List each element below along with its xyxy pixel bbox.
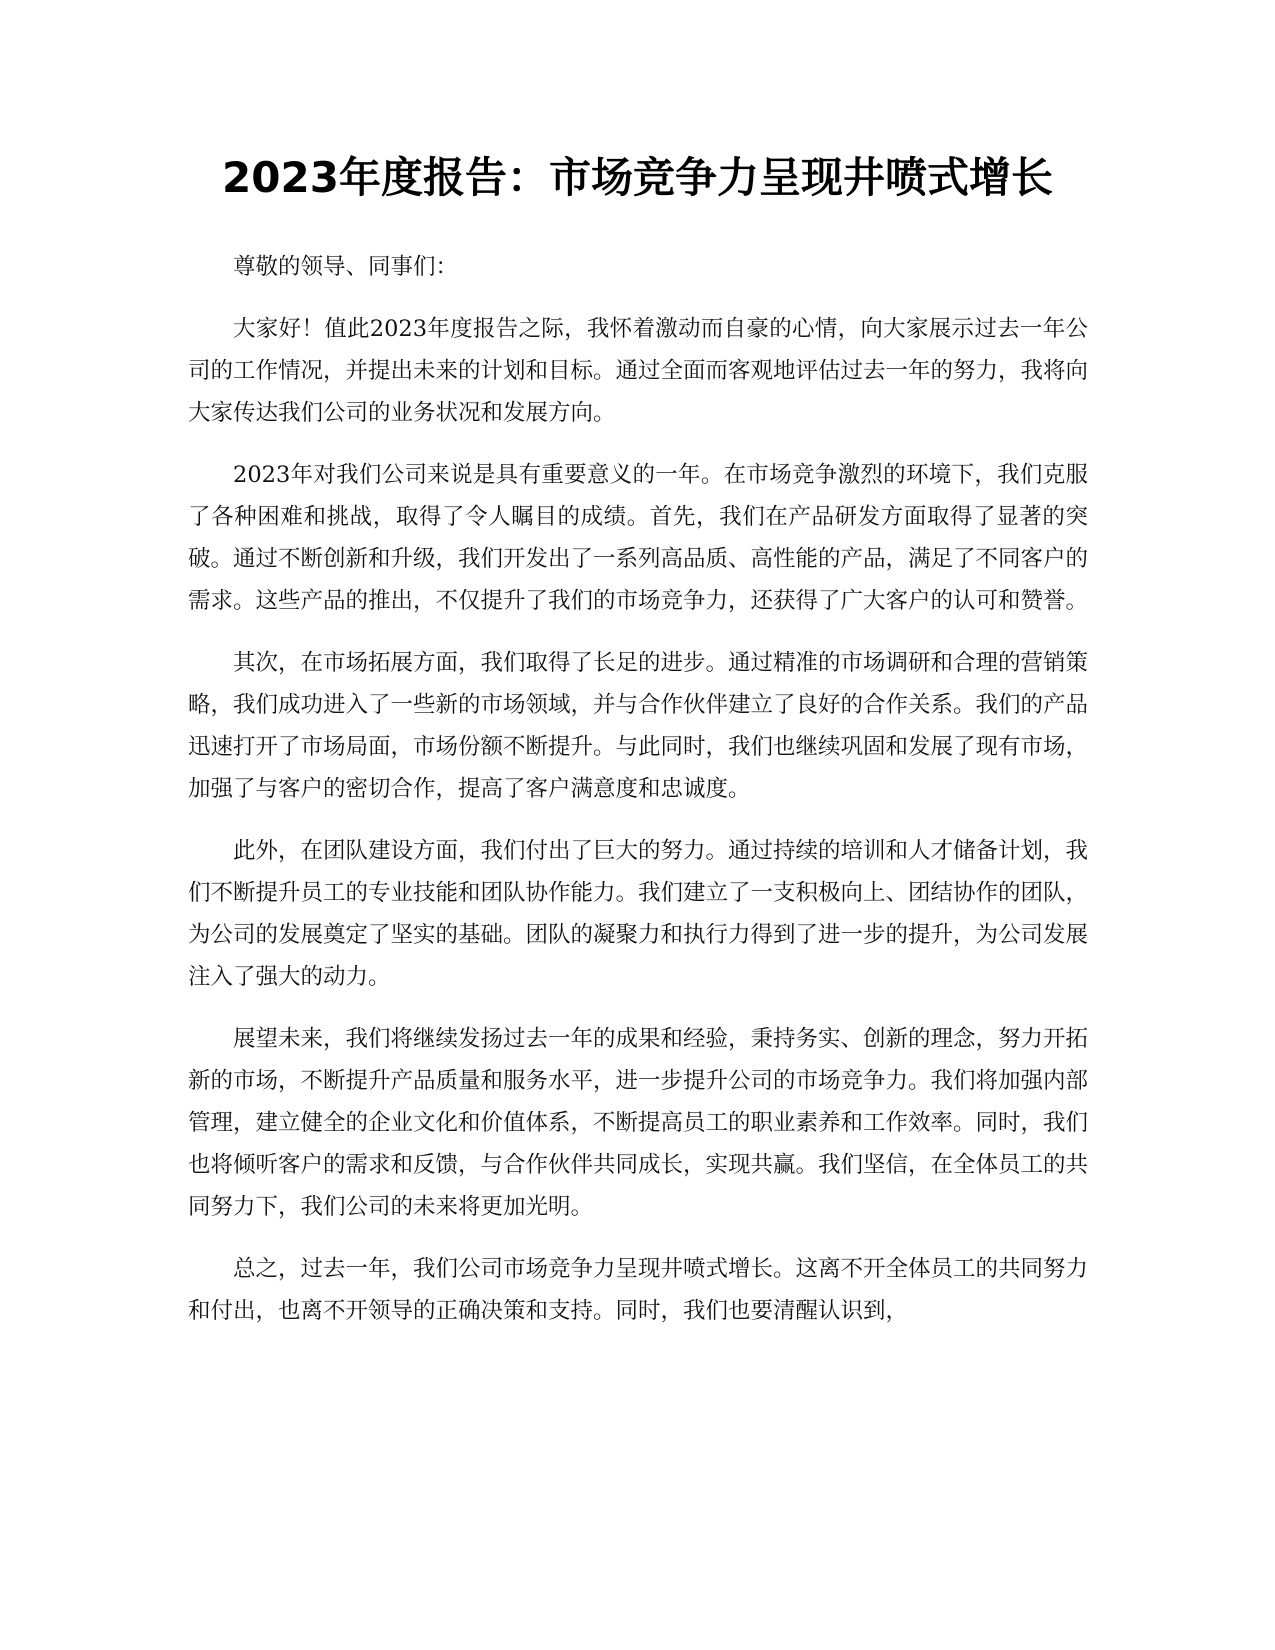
- paragraph-5: 展望未来，我们将继续发扬过去一年的成果和经验，秉持务实、创新的理念，努力开拓新的市场，不断提升产品质量和服务水平，进一步提升公司的市场竞争力。我们将加强内部管理，建立健全的企业文化和价值体系，不断提高员工的职业素养和工作效率。同时，我们也将倾听客户的需求和反馈，与合作伙伴共同成长，实现共赢。我们坚信，在全体员工的共同努力下，我们公司的未来将更加光明。: [188, 1026, 1089, 1220]
- salutation: 尊敬的领导、同事们：: [233, 254, 459, 280]
- paragraph-6: 总之，过去一年，我们公司市场竞争力呈现井喷式增长。这离不开全体员工的共同努力和付出，也离不开领导的正确决策和支持。同时，我们也要清醒认识到，: [188, 1256, 1089, 1324]
- paragraph-2: 2023年对我们公司来说是具有重要意义的一年。在市场竞争激烈的环境下，我们克服了各种困难和挑战，取得了令人瞩目的成绩。首先，我们在产品研发方面取得了显著的突破。通过不断创新和升级，我们开发出了一系列高品质、高性能的产品，满足了不同客户的需求。这些产品的推出，不仅提升了我们的市场竞争力，还获得了广大客户的认可和赞誉。: [188, 462, 1089, 614]
- paragraph-1: 大家好！值此2023年度报告之际，我怀着激动而自豪的心情，向大家展示过去一年公司的工作情况，并提出未来的计划和目标。通过全面而客观地评估过去一年的努力，我将向大家传达我们公司的业务状况和发展方向。: [188, 316, 1089, 426]
- document-title: 2023年度报告：市场竞争力呈现井喷式增长: [222, 153, 1053, 202]
- paragraph-3: 其次，在市场拓展方面，我们取得了长足的进步。通过精准的市场调研和合理的营销策略，我们成功进入了一些新的市场领域，并与合作伙伴建立了良好的合作关系。我们的产品迅速打开了市场局面，市场份额不断提升。与此同时，我们也继续巩固和发展了现有市场，加强了与客户的密切合作，提高了客户满意度和忠诚度。: [188, 650, 1089, 802]
- document-body: [188, 246, 1088, 1352]
- paragraph-4: 此外，在团队建设方面，我们付出了巨大的努力。通过持续的培训和人才储备计划，我们不断提升员工的专业技能和团队协作能力。我们建立了一支积极向上、团结协作的团队，为公司的发展奠定了坚实的基础。团队的凝聚力和执行力得到了进一步的提升，为公司发展注入了强大的动力。: [188, 838, 1089, 990]
